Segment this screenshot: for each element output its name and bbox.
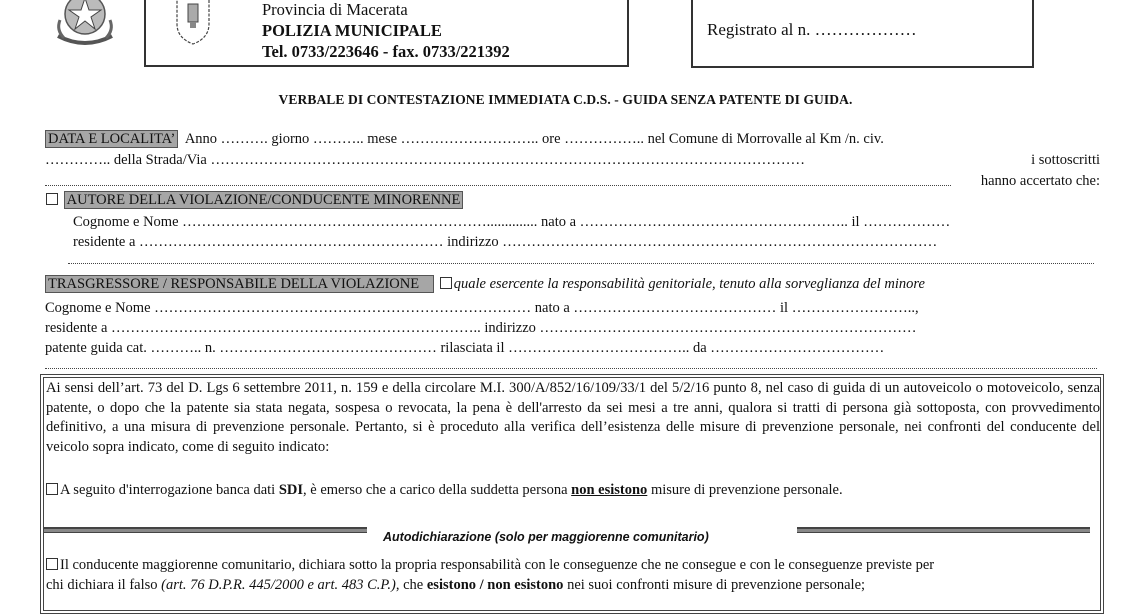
legal-notice-paragraph: Ai sensi dell’art. 73 del D. Lgs 6 settembre 2011, n. 159 e della circolare M.I. 300/A/852/16/109/33/1 del 5/2/16 punto 8, nel caso di guida di un autoveicolo o motoveicolo, senza patente, o dopo che la patente sia stata negata, sospesa o revocata, la pena è dell'arresto da sei mesi a tre anni, qualora si tratti di persona già sottoposta, con provvedimento definitivo, a una misura di prevenzione personale. Pertanto, si è proceduto alla verifica dell’esistenza delle misure di prevenzione personale, nei confronti del conducente del veicolo sopra indicato, come di seguito indicato: <box>46 380 1100 455</box>
officers-dotted-field[interactable] <box>45 185 951 186</box>
sdi-text-end: misure di prevenzione personale. <box>647 482 843 498</box>
self-declaration-line2 <box>46 577 865 594</box>
offender-license-field[interactable]: patente guida cat. ……….. n. ……………………………………… rilasciata il ……………………………….. da ……………………………… <box>45 340 885 356</box>
self-declaration-text-3: , che <box>395 577 427 593</box>
department-name: POLIZIA MUNICIPALE <box>262 21 442 40</box>
province-name: Provincia di Macerata <box>262 0 408 19</box>
offender-extra-dotted-field[interactable] <box>45 368 1097 369</box>
ascertained-label: hanno accertato che: <box>980 173 1100 189</box>
minor-name-birth-field[interactable]: Cognome e Nome ……………………………………………………….............. nato a ……………………………………………….. il ……………… <box>73 214 951 230</box>
self-declaration-text: Il conducente maggiorenne comunitario, dichiara sotto la propria responsabilità con le conseguenze che ne consegue e con le conseguenze previste per <box>60 557 935 573</box>
exist-options[interactable]: esistono / non esistono <box>426 577 564 593</box>
minor-author-row <box>46 192 463 209</box>
sdi-checkbox[interactable] <box>46 483 58 495</box>
offender-tag: TRASGRESSORE / RESPONSABILE DELLA VIOLAZIONE <box>45 275 434 293</box>
minor-residence-field[interactable]: residente a ……………………………………………………… indirizzo ……………………………………………………………………………… <box>73 234 938 250</box>
date-location-row <box>45 131 884 148</box>
separator-right <box>797 527 1090 533</box>
self-declaration-line1 <box>46 557 934 574</box>
date-location-fields[interactable]: Anno ………. giorno ……….. mese ……………………….. ore …………….. nel Comune di Morrovalle al Km /n. civ. <box>184 131 884 147</box>
date-location-tag: DATA E LOCALITA’ <box>45 130 178 148</box>
offender-row <box>45 276 925 293</box>
self-declaration-heading: Autodichiarazione (solo per maggiorenne comunitario) <box>383 530 709 544</box>
legal-reference: (art. 76 D.P.R. 445/2000 e art. 483 C.P.) <box>161 577 396 593</box>
sdi-text: A seguito d'interrogazione banca dati <box>60 482 279 498</box>
offender-name-birth-field[interactable]: Cognome e Nome …………………………………………………………………… nato a …………………………………… il …………………….., <box>45 300 919 316</box>
contact-numbers: Tel. 0733/223646 - fax. 0733/221392 <box>262 42 510 61</box>
self-declaration-text-4: nei suoi confronti misure di prevenzione personale; <box>563 577 866 593</box>
self-declaration-text-2: chi dichiara il falso <box>46 577 162 593</box>
self-declaration-checkbox[interactable] <box>46 558 58 570</box>
municipal-crest-icon <box>173 0 213 46</box>
separator-left <box>44 527 367 533</box>
undersigned-label: i sottoscritti <box>1031 152 1100 168</box>
document-title: VERBALE DI CONTESTAZIONE IMMEDIATA C.D.S. - GUIDA SENZA PATENTE DI GUIDA. <box>278 92 853 107</box>
minor-extra-dotted-field[interactable] <box>68 263 1094 264</box>
parental-responsibility-note: quale esercente la responsabilità genitoriale, tenuto alla sorveglianza del minore <box>453 276 925 292</box>
street-field[interactable]: ………….. della Strada/Via …………………………………………………………………………………………………………… <box>45 152 805 168</box>
sdi-label: SDI <box>278 482 304 498</box>
sdi-check-row <box>46 482 843 499</box>
italian-republic-emblem-icon <box>50 0 120 52</box>
offender-residence-field[interactable]: residente a ………………………………………………………………….. indirizzo …………………………………………………………………… <box>45 320 917 336</box>
minor-author-tag: AUTORE DELLA VIOLAZIONE/CONDUCENTE MINORENNE <box>64 191 464 209</box>
minor-author-checkbox[interactable] <box>46 193 58 205</box>
registration-number-field[interactable]: Registrato al n. ……………… <box>707 20 917 39</box>
parental-responsibility-checkbox[interactable] <box>440 277 452 289</box>
sdi-non-esistono: non esistono <box>571 482 648 498</box>
sdi-text-mid: , è emerso che a carico della suddetta persona <box>303 482 572 498</box>
